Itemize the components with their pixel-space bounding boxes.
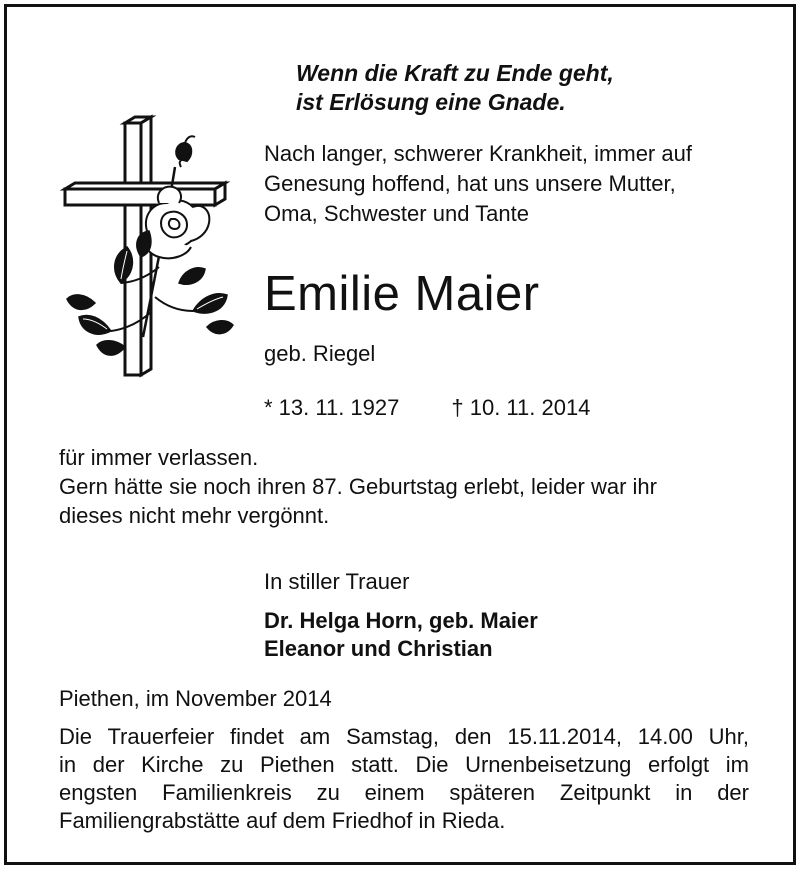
- signer-line-1: Dr. Helga Horn, geb. Maier: [264, 608, 538, 633]
- intro-line-3: Oma, Schwester und Tante: [264, 201, 529, 226]
- death-date: † 10. 11. 2014: [451, 395, 591, 420]
- motto-line-1: Wenn die Kraft zu Ende geht,: [296, 60, 614, 86]
- body-line-3: dieses nicht mehr vergönnt.: [59, 503, 330, 528]
- intro-line-1: Nach langer, schwerer Krankheit, immer auf: [264, 141, 692, 166]
- body-text: [59, 443, 657, 530]
- funeral-info: [59, 723, 749, 835]
- obituary-notice: [4, 4, 796, 865]
- funeral-line-1: Die Trauerfeier findet am Samstag, den 15.11.2014, 14.00 Uhr,: [59, 724, 749, 749]
- deceased-name: Emilie Maier: [264, 267, 540, 321]
- intro-line-2: Genesung hoffend, hat uns unsere Mutter,: [264, 171, 676, 196]
- funeral-line-2: in der Kirche zu Piethen statt. Die Urnenbeisetzung erfolgt im: [59, 752, 749, 777]
- cross-with-rose-icon: [55, 107, 240, 397]
- signer-line-2: Eleanor und Christian: [264, 636, 493, 661]
- place-date: Piethen, im November 2014: [59, 686, 332, 711]
- signers: [264, 607, 538, 663]
- funeral-line-3: engsten Familienkreis zu einem späteren Zeitpunkt in der: [59, 780, 749, 805]
- maiden-name: geb. Riegel: [264, 341, 376, 366]
- body-line-1: für immer verlassen.: [59, 445, 259, 470]
- mourning-phrase: In stiller Trauer: [264, 569, 410, 594]
- body-line-2: Gern hätte sie noch ihren 87. Geburtstag erlebt, leider war ihr: [59, 474, 657, 499]
- birth-date: * 13. 11. 1927: [264, 395, 400, 420]
- motto-line-2: ist Erlösung eine Gnade.: [296, 89, 566, 115]
- life-dates: [264, 393, 590, 423]
- motto: [296, 59, 614, 117]
- intro-text: [264, 139, 692, 229]
- funeral-line-4: Familiengrabstätte auf dem Friedhof in Rieda.: [59, 808, 506, 833]
